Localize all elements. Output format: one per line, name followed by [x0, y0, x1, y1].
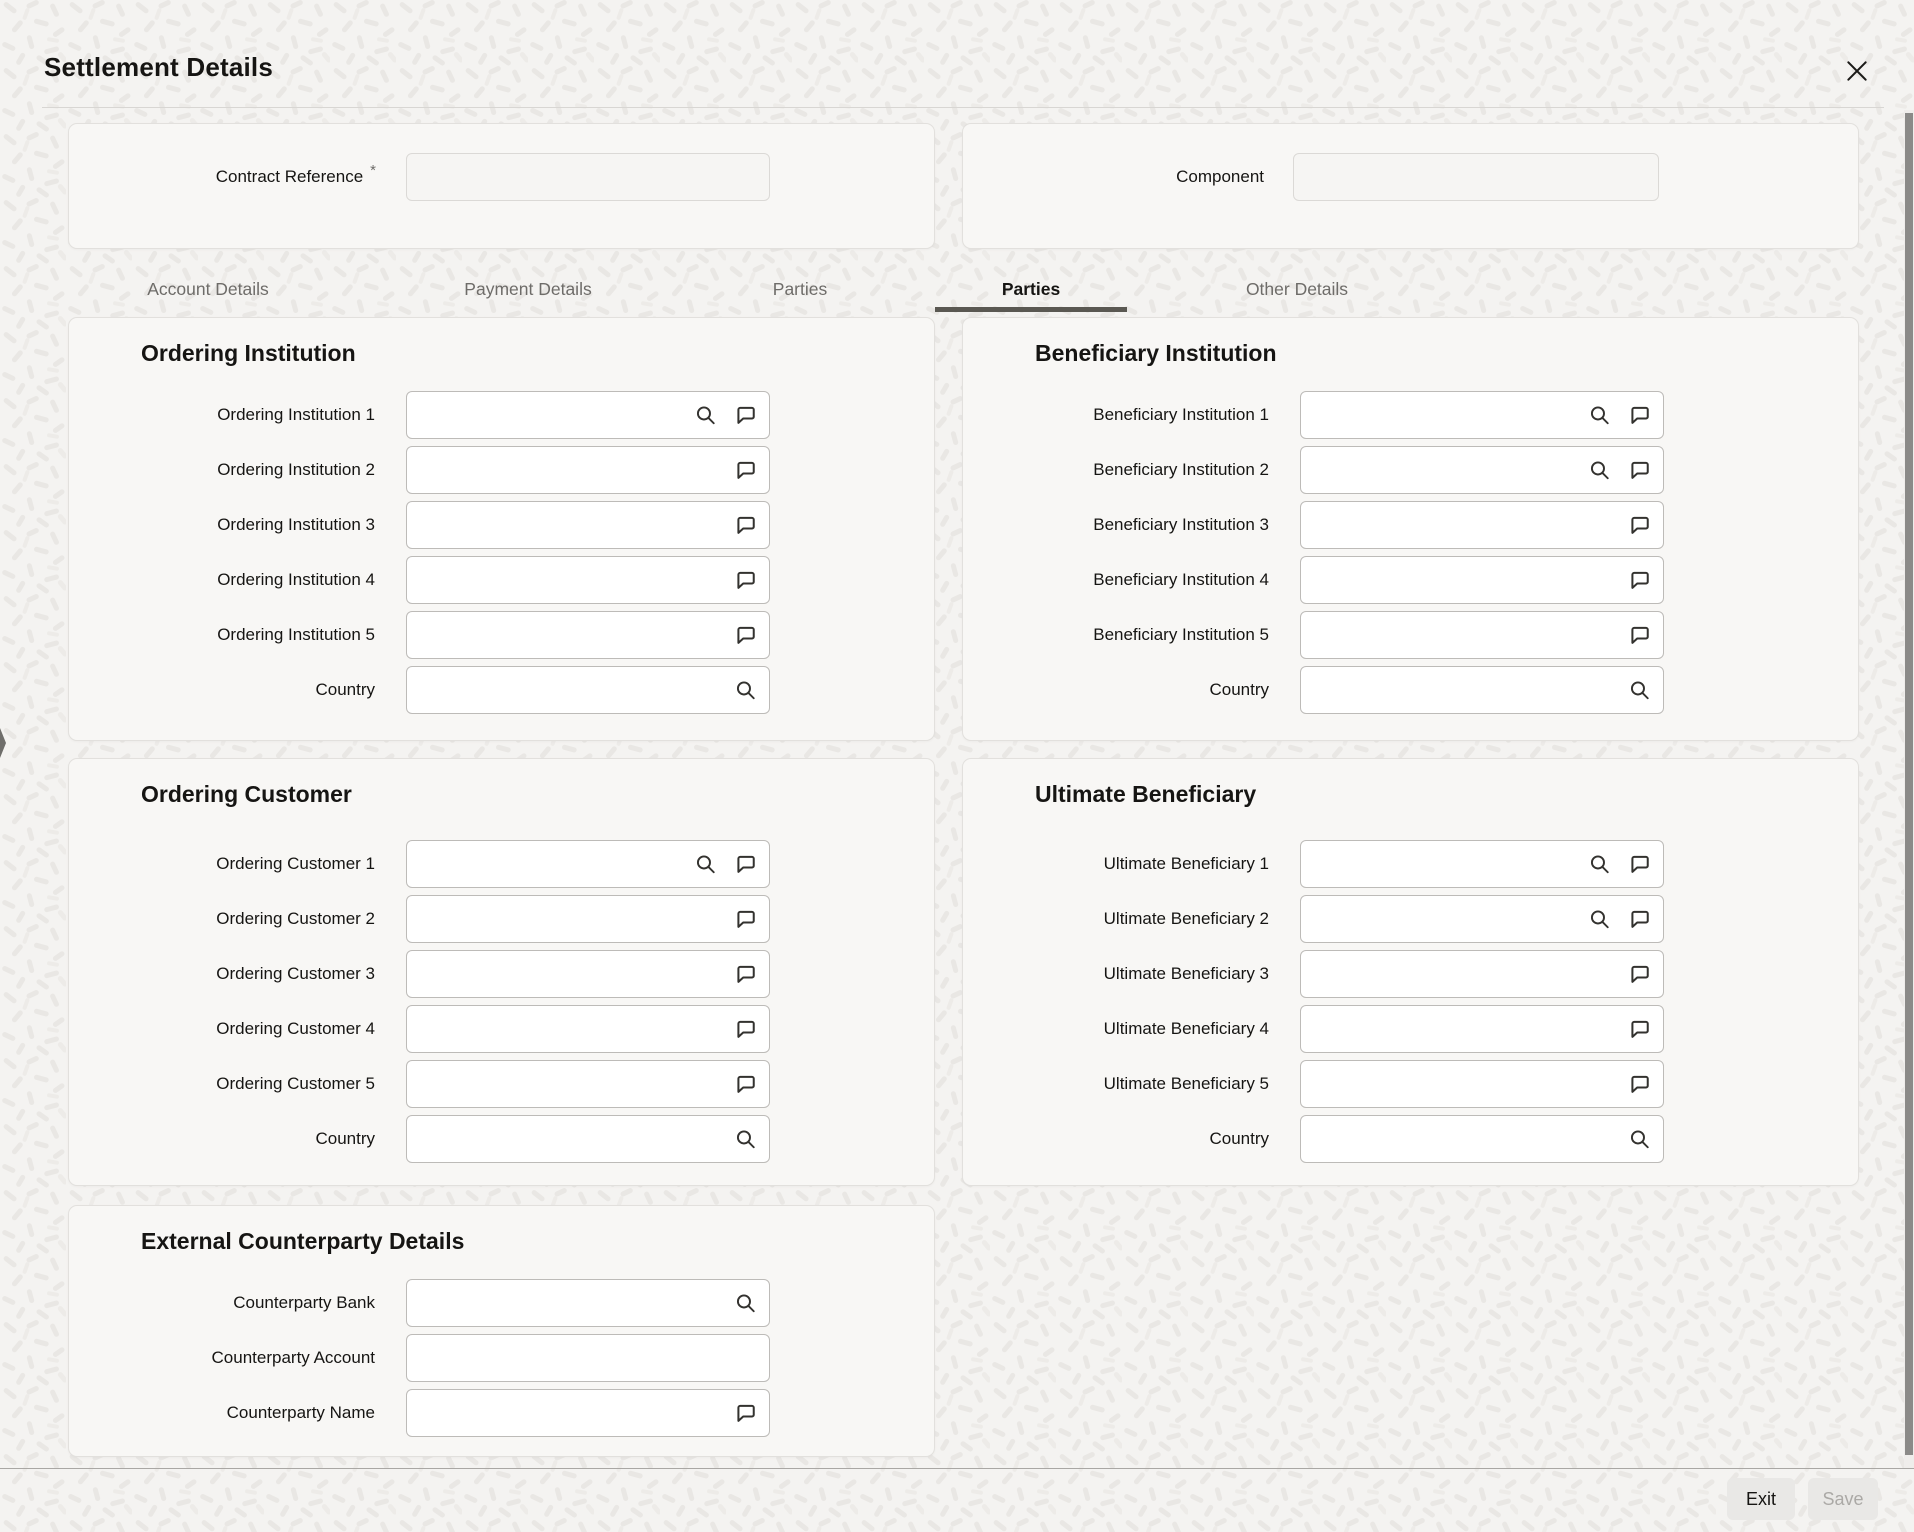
- counterparty-name-input[interactable]: [406, 1389, 770, 1437]
- ordering-customer-4-label: Ordering Customer 4: [216, 1019, 375, 1038]
- contract-reference-label: Contract Reference *: [215, 161, 376, 186]
- field-row: [963, 840, 1858, 888]
- contract-reference-panel: [68, 123, 935, 249]
- field-icons: [1588, 908, 1651, 931]
- beneficiary-institution-5-field: [1300, 611, 1664, 659]
- ordering-customer-5-label: Ordering Customer 5: [216, 1074, 375, 1093]
- vertical-scrollbar-thumb[interactable]: [1905, 113, 1913, 1455]
- ordering-customer-4-field: [406, 1005, 770, 1053]
- search-icon[interactable]: [694, 404, 717, 427]
- field-row: [69, 391, 934, 439]
- country-label: Country: [1209, 1129, 1269, 1148]
- comment-icon[interactable]: [734, 569, 757, 592]
- ordering-institution-1-label: Ordering Institution 1: [217, 405, 375, 424]
- comment-icon[interactable]: [734, 908, 757, 931]
- section-title: Ordering Customer: [141, 781, 352, 807]
- field-icons: [1628, 569, 1651, 592]
- footer-divider: [0, 1468, 1914, 1469]
- ultimate-beneficiary-4-label: Ultimate Beneficiary 4: [1103, 1019, 1269, 1038]
- beneficiary-institution-3-label: Beneficiary Institution 3: [1093, 515, 1269, 534]
- field-icons: [734, 908, 757, 931]
- required-marker: *: [370, 161, 376, 179]
- save-button[interactable]: Save: [1808, 1478, 1878, 1520]
- ordering-customer-3-label: Ordering Customer 3: [216, 964, 375, 983]
- ordering-customer-4-input[interactable]: [406, 1005, 770, 1053]
- section-title: Ordering Institution: [141, 340, 356, 366]
- beneficiary-institution-5-input[interactable]: [1300, 611, 1664, 659]
- field-row: [69, 1334, 934, 1382]
- counterparty-bank-field: [406, 1279, 770, 1327]
- beneficiary-institution-3-field: [1300, 501, 1664, 549]
- beneficiary-institution-2-field: [1300, 446, 1664, 494]
- comment-icon[interactable]: [734, 404, 757, 427]
- field-icons: [1628, 679, 1651, 702]
- component-input[interactable]: [1293, 153, 1659, 201]
- ordering-institution-2-field: [406, 446, 770, 494]
- beneficiary-institution-2-label: Beneficiary Institution 2: [1093, 460, 1269, 479]
- country-label: Country: [1209, 680, 1269, 699]
- header-divider: [42, 107, 1884, 108]
- counterparty-account-field: [406, 1334, 770, 1382]
- counterparty-bank-label: Counterparty Bank: [233, 1293, 375, 1312]
- field-row: [69, 840, 934, 888]
- field-icons: [1628, 514, 1651, 537]
- tab-parties-active[interactable]: Parties: [1001, 279, 1061, 299]
- field-icons: [734, 569, 757, 592]
- field-row: [69, 1060, 934, 1108]
- ordering-customer-2-label: Ordering Customer 2: [216, 909, 375, 928]
- search-icon[interactable]: [734, 679, 757, 702]
- ordering-customer-3-field: [406, 950, 770, 998]
- ultimate-beneficiary-2-label: Ultimate Beneficiary 2: [1103, 909, 1269, 928]
- field-row: [963, 501, 1858, 549]
- ordering-customer-5-field: [406, 1060, 770, 1108]
- field-icons: [734, 1402, 757, 1425]
- field-rows: [69, 840, 934, 1163]
- contract-reference-row: [69, 153, 770, 201]
- comment-icon[interactable]: [734, 1018, 757, 1041]
- counterparty-name-field: [406, 1389, 770, 1437]
- field-row: [963, 556, 1858, 604]
- comment-icon[interactable]: [734, 853, 757, 876]
- comment-icon[interactable]: [1628, 963, 1651, 986]
- country-label: Country: [315, 680, 375, 699]
- field-row: [69, 895, 934, 943]
- tab-payment-details[interactable]: Payment Details: [464, 279, 592, 299]
- component-row: [963, 153, 1659, 201]
- field-icons: [1628, 963, 1651, 986]
- search-icon[interactable]: [1588, 459, 1611, 482]
- comment-icon[interactable]: [1628, 908, 1651, 931]
- ordering-institution-panel: [68, 317, 935, 741]
- beneficiary-institution-1-field: [1300, 391, 1664, 439]
- field-row: [963, 391, 1858, 439]
- ordering-customer-5-input[interactable]: [406, 1060, 770, 1108]
- tab-parties[interactable]: Parties: [772, 279, 828, 299]
- ultimate-beneficiary-2-field: [1300, 895, 1664, 943]
- comment-icon[interactable]: [1628, 853, 1651, 876]
- ordering-customer-2-input[interactable]: [406, 895, 770, 943]
- field-row: [69, 556, 934, 604]
- field-row: [69, 501, 934, 549]
- field-row: [69, 1279, 934, 1327]
- country-input[interactable]: [1300, 666, 1664, 714]
- field-icons: [734, 1073, 757, 1096]
- field-rows: [69, 1279, 934, 1437]
- close-icon[interactable]: [1842, 56, 1872, 86]
- comment-icon[interactable]: [734, 963, 757, 986]
- ultimate-beneficiary-3-field: [1300, 950, 1664, 998]
- country-input[interactable]: [406, 666, 770, 714]
- field-row: [963, 611, 1858, 659]
- ordering-institution-3-field: [406, 501, 770, 549]
- counterparty-name-label: Counterparty Name: [226, 1403, 375, 1422]
- external-counterparty-details-panel: [68, 1205, 935, 1457]
- comment-icon[interactable]: [734, 514, 757, 537]
- section-title: Ultimate Beneficiary: [1035, 781, 1257, 807]
- search-icon[interactable]: [1628, 1128, 1651, 1151]
- ordering-institution-5-field: [406, 611, 770, 659]
- ordering-customer-2-field: [406, 895, 770, 943]
- country-input[interactable]: [406, 1115, 770, 1163]
- field-rows: [69, 391, 934, 714]
- country-field: [1300, 1115, 1664, 1163]
- country-label: Country: [315, 1129, 375, 1148]
- active-tab-underline: [935, 307, 1127, 312]
- field-icons: [734, 514, 757, 537]
- field-row: [963, 666, 1858, 714]
- field-icons: [694, 404, 757, 427]
- field-row: [69, 1005, 934, 1053]
- field-icons: [734, 624, 757, 647]
- ordering-institution-3-label: Ordering Institution 3: [217, 515, 375, 534]
- beneficiary-institution-1-label: Beneficiary Institution 1: [1093, 405, 1269, 424]
- counterparty-account-label: Counterparty Account: [211, 1348, 375, 1367]
- ordering-institution-2-label: Ordering Institution 2: [217, 460, 375, 479]
- field-icons: [734, 459, 757, 482]
- field-rows: [963, 840, 1858, 1163]
- component-panel: [962, 123, 1859, 249]
- comment-icon[interactable]: [1628, 624, 1651, 647]
- ultimate-beneficiary-1-field: [1300, 840, 1664, 888]
- country-input[interactable]: [1300, 1115, 1664, 1163]
- beneficiary-institution-5-label: Beneficiary Institution 5: [1093, 625, 1269, 644]
- search-icon[interactable]: [1588, 908, 1611, 931]
- field-row: [963, 950, 1858, 998]
- beneficiary-institution-4-input[interactable]: [1300, 556, 1664, 604]
- field-icons: [1628, 1073, 1651, 1096]
- comment-icon[interactable]: [734, 1402, 757, 1425]
- field-row: [963, 446, 1858, 494]
- ordering-customer-1-label: Ordering Customer 1: [216, 854, 375, 873]
- field-row: [69, 611, 934, 659]
- counterparty-account-input[interactable]: [406, 1334, 770, 1382]
- field-icons: [734, 679, 757, 702]
- ordering-customer-3-input[interactable]: [406, 950, 770, 998]
- country-field: [1300, 666, 1664, 714]
- field-icons: [734, 1018, 757, 1041]
- field-icons: [1588, 404, 1651, 427]
- ultimate-beneficiary-4-field: [1300, 1005, 1664, 1053]
- ordering-institution-4-input[interactable]: [406, 556, 770, 604]
- beneficiary-institution-4-field: [1300, 556, 1664, 604]
- ultimate-beneficiary-5-label: Ultimate Beneficiary 5: [1103, 1074, 1269, 1093]
- comment-icon[interactable]: [1628, 514, 1651, 537]
- comment-icon[interactable]: [734, 459, 757, 482]
- field-icons: [694, 853, 757, 876]
- ultimate-beneficiary-3-input[interactable]: [1300, 950, 1664, 998]
- ordering-institution-2-input[interactable]: [406, 446, 770, 494]
- ordering-institution-4-label: Ordering Institution 4: [217, 570, 375, 589]
- ordering-institution-5-label: Ordering Institution 5: [217, 625, 375, 644]
- search-icon[interactable]: [734, 1292, 757, 1315]
- comment-icon[interactable]: [734, 624, 757, 647]
- ordering-institution-4-field: [406, 556, 770, 604]
- section-title: External Counterparty Details: [141, 1228, 465, 1254]
- field-row: [963, 1005, 1858, 1053]
- ultimate-beneficiary-1-label: Ultimate Beneficiary 1: [1103, 854, 1269, 873]
- field-row: [963, 895, 1858, 943]
- comment-icon[interactable]: [1628, 1018, 1651, 1041]
- counterparty-bank-input[interactable]: [406, 1279, 770, 1327]
- comment-icon[interactable]: [1628, 404, 1651, 427]
- field-row: [69, 1115, 934, 1163]
- country-field: [406, 666, 770, 714]
- ordering-institution-5-input[interactable]: [406, 611, 770, 659]
- exit-button[interactable]: Exit: [1727, 1478, 1795, 1520]
- field-icons: [734, 1292, 757, 1315]
- comment-icon[interactable]: [1628, 459, 1651, 482]
- tab-account-details[interactable]: Account Details: [147, 279, 269, 299]
- field-icons: [1588, 459, 1651, 482]
- ordering-customer-1-field: [406, 840, 770, 888]
- ultimate-beneficiary-5-field: [1300, 1060, 1664, 1108]
- field-row: [69, 950, 934, 998]
- comment-icon[interactable]: [1628, 569, 1651, 592]
- search-icon[interactable]: [1628, 679, 1651, 702]
- search-icon[interactable]: [1588, 404, 1611, 427]
- tab-other-details[interactable]: Other Details: [1245, 279, 1349, 299]
- contract-reference-input[interactable]: [406, 153, 770, 201]
- ultimate-beneficiary-4-input[interactable]: [1300, 1005, 1664, 1053]
- ultimate-beneficiary-panel: [962, 758, 1859, 1186]
- search-icon[interactable]: [694, 853, 717, 876]
- section-title: Beneficiary Institution: [1035, 340, 1277, 366]
- component-label: Component: [1176, 167, 1264, 186]
- field-icons: [734, 1128, 757, 1151]
- field-row: [963, 1060, 1858, 1108]
- field-row: [69, 1389, 934, 1437]
- field-rows: [963, 391, 1858, 714]
- field-icons: [1628, 1018, 1651, 1041]
- comment-icon[interactable]: [734, 1073, 757, 1096]
- beneficiary-institution-panel: [962, 317, 1859, 741]
- field-row: [963, 1115, 1858, 1163]
- ordering-institution-3-input[interactable]: [406, 501, 770, 549]
- page-title: Settlement Details: [44, 52, 274, 82]
- search-icon[interactable]: [1588, 853, 1611, 876]
- field-row: [69, 666, 934, 714]
- beneficiary-institution-4-label: Beneficiary Institution 4: [1093, 570, 1269, 589]
- ultimate-beneficiary-3-label: Ultimate Beneficiary 3: [1103, 964, 1269, 983]
- ultimate-beneficiary-5-input[interactable]: [1300, 1060, 1664, 1108]
- beneficiary-institution-3-input[interactable]: [1300, 501, 1664, 549]
- field-icons: [1628, 1128, 1651, 1151]
- search-icon[interactable]: [734, 1128, 757, 1151]
- ordering-customer-panel: [68, 758, 935, 1186]
- field-icons: [734, 963, 757, 986]
- field-icons: [1628, 624, 1651, 647]
- country-field: [406, 1115, 770, 1163]
- ordering-institution-1-field: [406, 391, 770, 439]
- field-row: [69, 446, 934, 494]
- field-icons: [1588, 853, 1651, 876]
- comment-icon[interactable]: [1628, 1073, 1651, 1096]
